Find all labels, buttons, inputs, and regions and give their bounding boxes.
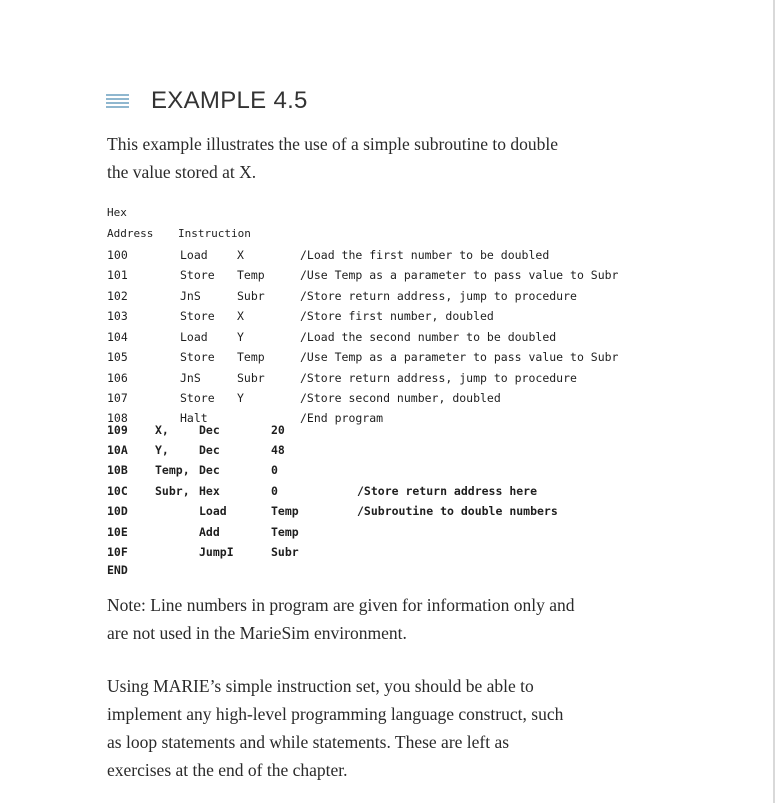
code-line: 108 Halt /End program xyxy=(107,411,384,425)
code-line: 104 Load Y /Load the second number to be doubled xyxy=(107,330,557,344)
code-line: 102 JnS Subr /Store return address, jump to procedure xyxy=(107,289,577,303)
end-directive: END xyxy=(107,563,128,577)
code-line: 100 Load X /Load the first number to be doubled xyxy=(107,248,550,262)
data-line: 10E Add Temp xyxy=(107,525,299,539)
menu-lines-icon[interactable] xyxy=(106,94,129,109)
header-address: Address xyxy=(107,227,154,240)
closing-paragraph: Using MARIE’s simple instruction set, you should be able to implement any high-level programming language construct, such as loop statements and while statements. These are left as exercises at the end of the chapter. xyxy=(107,676,564,780)
page-right-border xyxy=(773,0,775,803)
code-line: 105 Store Temp /Use Temp as a parameter to pass value to Subr xyxy=(107,350,619,364)
code-line: 101 Store Temp /Use Temp as a parameter to pass value to Subr xyxy=(107,268,619,282)
code-line: 107 Store Y /Store second number, doubled xyxy=(107,391,501,405)
example-heading xyxy=(106,84,308,118)
data-line: 10D Load Temp /Subroutine to double numbers xyxy=(107,504,558,518)
code-line: 103 Store X /Store first number, doubled xyxy=(107,309,494,323)
data-line: 10C Subr, Hex 0 /Store return address here xyxy=(107,484,538,498)
intro-paragraph: This example illustrates the use of a simple subroutine to double the value stored at X. xyxy=(107,134,559,182)
note-paragraph: Note: Line numbers in program are given for information only and are not used in the MarieSim environment. xyxy=(107,595,575,643)
header-hex: Hex xyxy=(107,206,127,219)
header-instruction: Instruction xyxy=(178,227,251,240)
code-line: 106 JnS Subr /Store return address, jump to procedure xyxy=(107,371,577,385)
data-line: 109 X, Dec 20 xyxy=(107,423,285,437)
data-line: 10B Temp, Dec 0 xyxy=(107,463,278,477)
data-line: 10A Y, Dec 48 xyxy=(107,443,285,457)
example-title: EXAMPLE 4.5 xyxy=(151,87,308,114)
data-line: 10F JumpI Subr xyxy=(107,545,299,559)
